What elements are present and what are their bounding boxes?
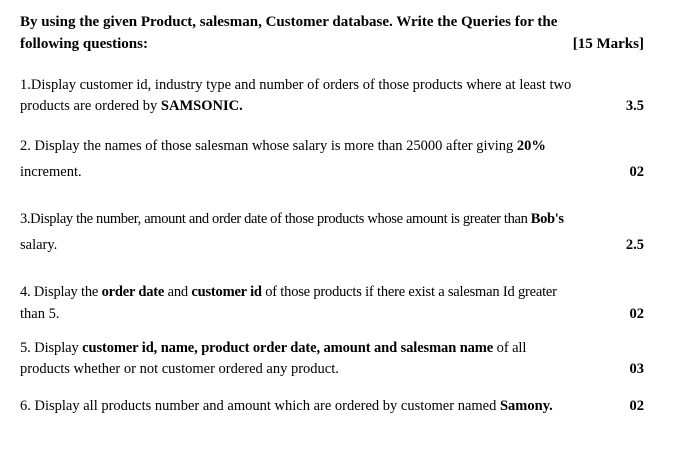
instructions-line-1 — [20, 13, 644, 31]
question-3-bold-term: Bob's — [530, 211, 564, 227]
question-1-text-cont: products are ordered by — [20, 98, 161, 114]
question-6-bold-term: Samony. — [499, 398, 553, 414]
question-4-line-1 — [20, 283, 644, 301]
question-4-line-2 — [20, 305, 644, 323]
question-5-line-2 — [20, 360, 644, 378]
question-4-marks: 02 — [629, 306, 644, 322]
total-marks: [15 Marks] — [572, 36, 644, 52]
question-2-line-2 — [20, 163, 644, 181]
question-4-bold-order-date: order date — [101, 284, 165, 300]
question-1-line-2 — [20, 97, 644, 115]
question-6-marks: 02 — [629, 398, 644, 414]
question-4-text-cont: than 5. — [20, 306, 60, 322]
question-3-text-cont: salary. — [20, 237, 58, 253]
question-6-line-1 — [20, 397, 644, 415]
question-2-text: 2. Display the names of those salesman whose salary is more than 25000 after giving — [20, 138, 517, 154]
question-1-marks: 3.5 — [625, 98, 644, 114]
question-1-text: 1.Display customer id, industry type and number of orders of those products where at least two — [20, 77, 572, 93]
question-4-bold-customer-id: customer id — [191, 284, 262, 300]
instructions-line-2 — [20, 35, 644, 53]
question-2-text-cont: increment. — [20, 164, 82, 180]
question-5-marks: 03 — [629, 361, 644, 377]
question-5-line-1 — [20, 339, 644, 357]
question-2-line-1 — [20, 137, 644, 155]
question-3-marks: 2.5 — [625, 237, 644, 253]
question-1-bold-term: SAMSONIC. — [160, 98, 243, 114]
question-4-text-b: and — [164, 284, 192, 300]
question-3-text: 3.Display the number, amount and order date of those products whose amount is greater than — [20, 211, 531, 227]
question-5-text-a: 5. Display — [20, 340, 83, 356]
instructions-text-2: following questions: — [20, 36, 148, 52]
question-3-line-1 — [20, 210, 644, 228]
question-5-text-b: of all — [493, 340, 527, 356]
question-4-text-a: 4. Display the — [20, 284, 102, 300]
question-1-line-1 — [20, 76, 644, 94]
question-6-text: 6. Display all products number and amount which are ordered by customer named — [20, 398, 500, 414]
question-4-text-c: of those products if there exist a salesman Id greater — [261, 284, 557, 300]
question-5-text-cont: products whether or not customer ordered any product. — [20, 361, 339, 377]
question-2-bold-term: 20% — [516, 138, 546, 154]
instructions-text-1: By using the given Product, salesman, Customer database. Write the Queries for the — [20, 14, 558, 30]
question-2-marks: 02 — [629, 164, 644, 180]
question-5-bold-term: customer id, name, product order date, amount and salesman name — [82, 340, 494, 356]
question-3-line-2 — [20, 236, 644, 254]
